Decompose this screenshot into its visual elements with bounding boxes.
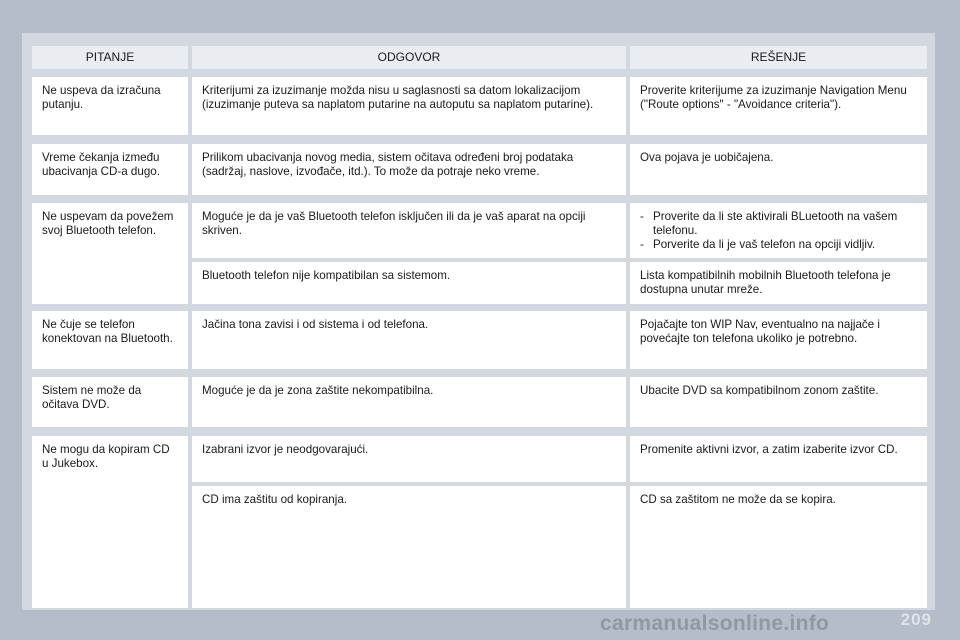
solution-cell: Pojačajte ton WIP Nav, eventualno na najjače i povećajte ton telefona ukoliko je potrebno. (630, 311, 927, 369)
solution-cell: Ubacite DVD sa kompatibilnom zonom zaštite. (630, 377, 927, 427)
page-number: 209 (900, 610, 932, 629)
question-cell: Ne uspevam da povežem svoj Bluetooth telefon. (32, 203, 188, 304)
solution-list-item: - Porverite da li je vaš telefon na opciji vidljiv. (640, 238, 917, 252)
solution-cell: Promenite aktivni izvor, a zatim izaberite izvor CD. (630, 436, 927, 482)
header-question: PITANJE (32, 46, 188, 69)
answer-cell: Bluetooth telefon nije kompatibilan sa sistemom. (192, 262, 626, 304)
question-cell: Ne mogu da kopiram CD u Jukebox. (32, 436, 188, 608)
question-cell: Ne čuje se telefon konektovan na Bluetooth. (32, 311, 188, 369)
answer-cell: CD ima zaštitu od kopiranja. (192, 486, 626, 608)
answer-cell: Moguće je da je zona zaštite nekompatibilna. (192, 377, 626, 427)
question-cell: Sistem ne može da očitava DVD. (32, 377, 188, 427)
solution-cell: Proverite kriterijume za izuzimanje Navigation Menu ("Route options" - "Avoidance criteria"). (630, 77, 927, 135)
header-solution: REŠENJE (630, 46, 927, 69)
answer-cell: Prilikom ubacivanja novog media, sistem očitava određeni broj podataka (sadržaj, naslove, izvođače, itd.). To može da potraje neko vreme. (192, 144, 626, 195)
watermark: carmanualsonline.info (600, 612, 830, 635)
answer-cell: Moguće je da je vaš Bluetooth telefon isključen ili da je vaš aparat na opciji skriven. (192, 203, 626, 258)
solution-cell: Lista kompatibilnih mobilnih Bluetooth telefona je dostupna unutar mreže. (630, 262, 927, 304)
solution-list (640, 210, 917, 252)
answer-cell: Jačina tona zavisi i od sistema i od telefona. (192, 311, 626, 369)
answer-cell: Izabrani izvor je neodgovarajući. (192, 436, 626, 482)
solution-list-item: - Proverite da li ste aktivirali BLuetooth na vašem telefonu. (640, 210, 917, 238)
solution-cell (630, 203, 927, 258)
solution-cell: Ova pojava je uobičajena. (630, 144, 927, 195)
solution-cell: CD sa zaštitom ne može da se kopira. (630, 486, 927, 608)
question-cell: Ne uspeva da izračuna putanju. (32, 77, 188, 135)
answer-cell: Kriterijumi za izuzimanje možda nisu u saglasnosti sa datom lokalizacijom (izuzimanje puteva sa naplatom putarine na autoputu sa naplatom putarine). (192, 77, 626, 135)
question-cell: Vreme čekanja između ubacivanja CD-a dugo. (32, 144, 188, 195)
header-answer: ODGOVOR (192, 46, 626, 69)
